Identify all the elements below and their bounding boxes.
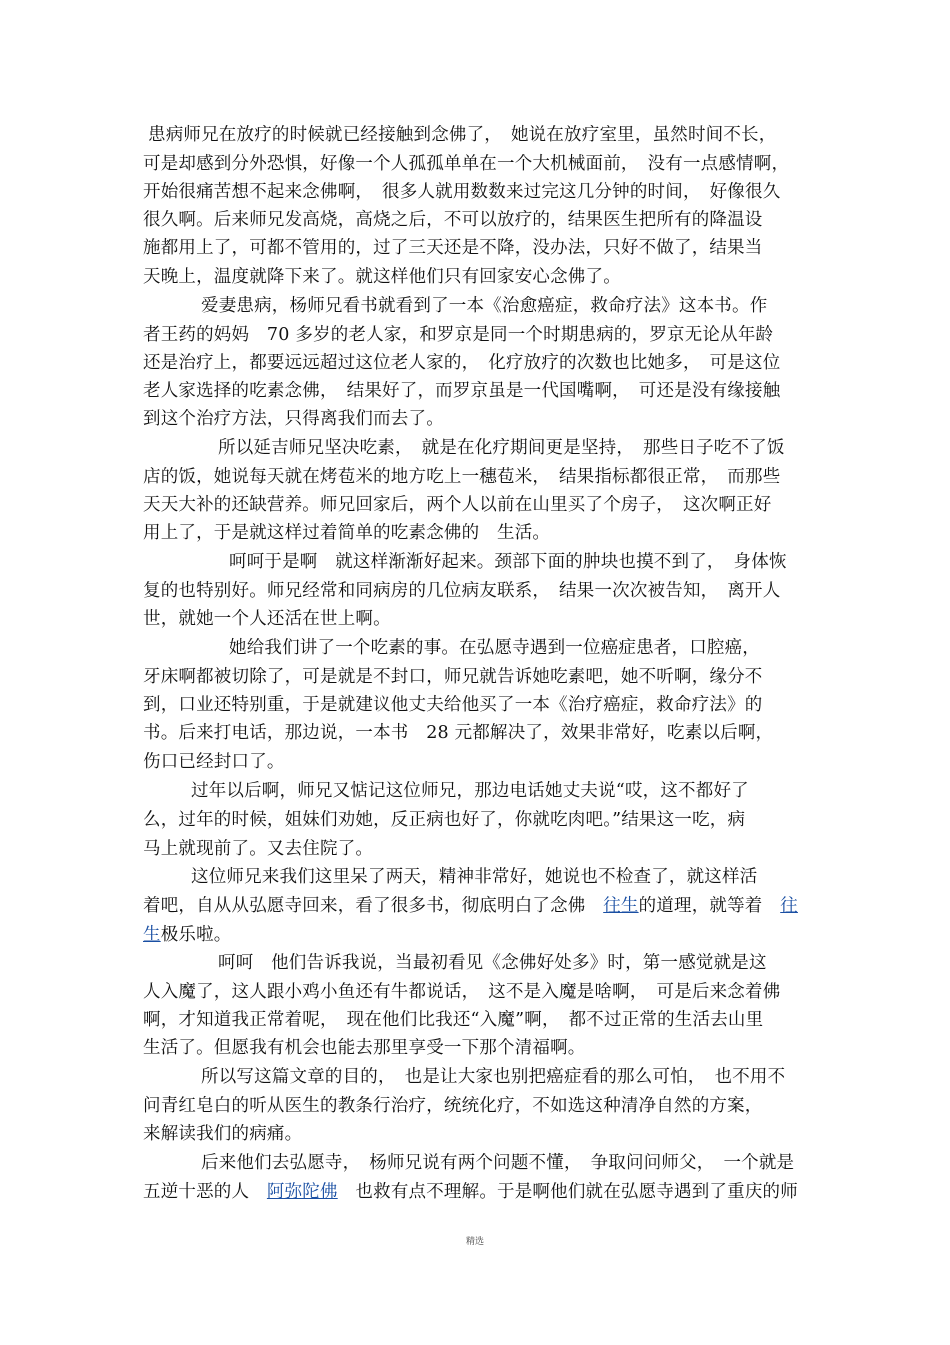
paragraph-1-line-3: 开始很痛苦想不起来念佛啊， 很多人就用数数来过完这几分钟的时间， 好像很久 xyxy=(143,182,781,202)
paragraph-1-line-2: 可是却感到分外恐惧，好像一个人孤孤单单在一个大机械面前， 没有一点感情啊， xyxy=(143,154,790,174)
paragraph-10-line-2 xyxy=(143,1179,798,1205)
paragraph-7-line-2-text: 着吧，自从从弘愿寺回来，看了很多书，彻底明白了念佛 xyxy=(143,896,586,916)
paragraph-5-line-5: 伤口已经封口了。 xyxy=(143,752,285,772)
paragraph-2-line-2: 者王药的妈妈 70 多岁的老人家，和罗京是同一个时期患病的，罗京无论从年龄 xyxy=(143,325,774,345)
paragraph-3-line-1: 所以延吉师兄坚决吃素， 就是在化疗期间更是坚持， 那些日子吃不了饭 xyxy=(218,438,785,458)
wangsheng-link-part-1[interactable]: 往 xyxy=(780,896,798,916)
paragraph-10-line-2-tail: 也救有点不理解。于是啊他们就在弘愿寺遇到了重庆的师 xyxy=(355,1182,798,1202)
paragraph-2-line-1: 爱妻患病，杨师兄看书就看到了一本《治愈癌症，救命疗法》这本书。作 xyxy=(201,296,768,316)
paragraph-1-line-1: 患病师兄在放疗的时候就已经接触到念佛了， 她说在放疗室里，虽然时间不长， xyxy=(148,125,777,145)
paragraph-3-line-3: 天天大补的还缺营养。师兄回家后，两个人以前在山里买了个房子， 这次啊正好 xyxy=(143,495,772,515)
paragraph-6-line-3: 马上就现前了。又去住院了。 xyxy=(143,839,374,859)
paragraph-10-line-1: 后来他们去弘愿寺， 杨师兄说有两个问题不懂， 争取问问师父， 一个就是 xyxy=(201,1153,795,1173)
paragraph-9-line-3: 来解读我们的病痛。 xyxy=(143,1124,303,1144)
paragraph-9-line-2: 问青红皂白的听从医生的教条行治疗，统统化疗，不如选这种清净自然的方案， xyxy=(143,1096,763,1116)
paragraph-2-line-3: 还是治疗上，都要远远超过这位老人家的， 化疗放疗的次数也比她多， 可是这位 xyxy=(143,353,781,373)
paragraph-1-line-4: 很久啊。后来师兄发高烧，高烧之后，不可以放疗的，结果医生把所有的降温设 xyxy=(143,210,763,230)
paragraph-7-line-2 xyxy=(143,893,798,919)
paragraph-7-line-1: 这位师兄来我们这里呆了两天，精神非常好，她说也不检查了，就这样活 xyxy=(191,867,758,887)
paragraph-5-line-2: 牙床啊都被切除了，可是就是不封口，师兄就告诉她吃素吧，她不听啊，缘分不 xyxy=(143,667,763,687)
paragraph-8-line-2: 人入魔了，这人跟小鸡小鱼还有牛都说话， 这不是入魔是啥啊， 可是后来念着佛 xyxy=(143,982,781,1002)
paragraph-8-line-1: 呵呵 他们告诉我说，当最初看见《念佛好处多》时，第一感觉就是这 xyxy=(218,953,767,973)
paragraph-4-line-1: 呵呵于是啊 就这样渐渐好起来。颈部下面的肿块也摸不到了， 身体恢 xyxy=(229,552,787,572)
paragraph-5-line-1: 她给我们讲了一个吃素的事。在弘愿寺遇到一位癌症患者，口腔癌， xyxy=(229,638,760,658)
wangsheng-link-part-2[interactable]: 生 xyxy=(143,925,161,945)
paragraph-7-line-3-text: 极乐啦。 xyxy=(160,925,232,945)
paragraph-8-line-3: 啊，才知道我正常着呢， 现在他们比我还“入魔”啊， 都不过正常的生活去山里 xyxy=(143,1010,764,1030)
paragraph-5-line-4: 书。后来打电话，那边说，一本书 28 元都解决了，效果非常好，吃素以后啊， xyxy=(143,723,774,743)
paragraph-6-line-1: 过年以后啊，师兄又惦记这位师兄，那边电话她丈夫说“哎，这不都好了 xyxy=(191,781,749,801)
page-footer: 精选 xyxy=(465,1237,484,1247)
wangsheng-link[interactable]: 往生 xyxy=(603,896,639,916)
paragraph-4-line-2: 复的也特别好。师兄经常和同病房的几位病友联系， 结果一次次被告知， 离开人 xyxy=(143,581,781,601)
paragraph-9-line-1: 所以写这篇文章的目的， 也是让大家也别把癌症看的那么可怕， 也不用不 xyxy=(201,1067,786,1087)
paragraph-2-line-4: 老人家选择的吃素念佛， 结果好了，而罗京虽是一代国嘴啊， 可还是没有缘接触 xyxy=(143,381,781,401)
paragraph-7-line-3 xyxy=(143,922,232,948)
paragraph-1-line-6: 天晚上，温度就降下来了。就这样他们只有回家安心念佛了。 xyxy=(143,267,621,287)
paragraph-5-line-3: 到，口业还特别重，于是就建议他丈夫给他买了一本《治疗癌症，救命疗法》的 xyxy=(143,695,763,715)
paragraph-3-line-2: 店的饭，她说每天就在烤苞米的地方吃上一穗苞米， 结果指标都很正常， 而那些 xyxy=(143,467,781,487)
paragraph-8-line-4: 生活了。但愿我有机会也能去那里享受一下那个清福啊。 xyxy=(143,1038,586,1058)
paragraph-4-line-3: 世，就她一个人还活在世上啊。 xyxy=(143,609,391,629)
paragraph-1-line-5: 施都用上了，可都不管用的，过了三天还是不降，没办法，只好不做了，结果当 xyxy=(143,238,763,258)
paragraph-3-line-4: 用上了，于是就这样过着简单的吃素念佛的 生活。 xyxy=(143,523,551,543)
paragraph-10-line-2-text: 五逆十恶的人 xyxy=(143,1182,250,1202)
amitabha-link[interactable]: 阿弥陀佛 xyxy=(266,1182,338,1202)
paragraph-7-line-2-tail: 的道理，就等着 xyxy=(638,896,763,916)
paragraph-6-line-2: 么，过年的时候，姐妹们劝她，反正病也好了，你就吃肉吧。”结果这一吃，病 xyxy=(143,810,746,830)
paragraph-2-line-5: 到这个治疗方法，只得离我们而去了。 xyxy=(143,409,444,429)
